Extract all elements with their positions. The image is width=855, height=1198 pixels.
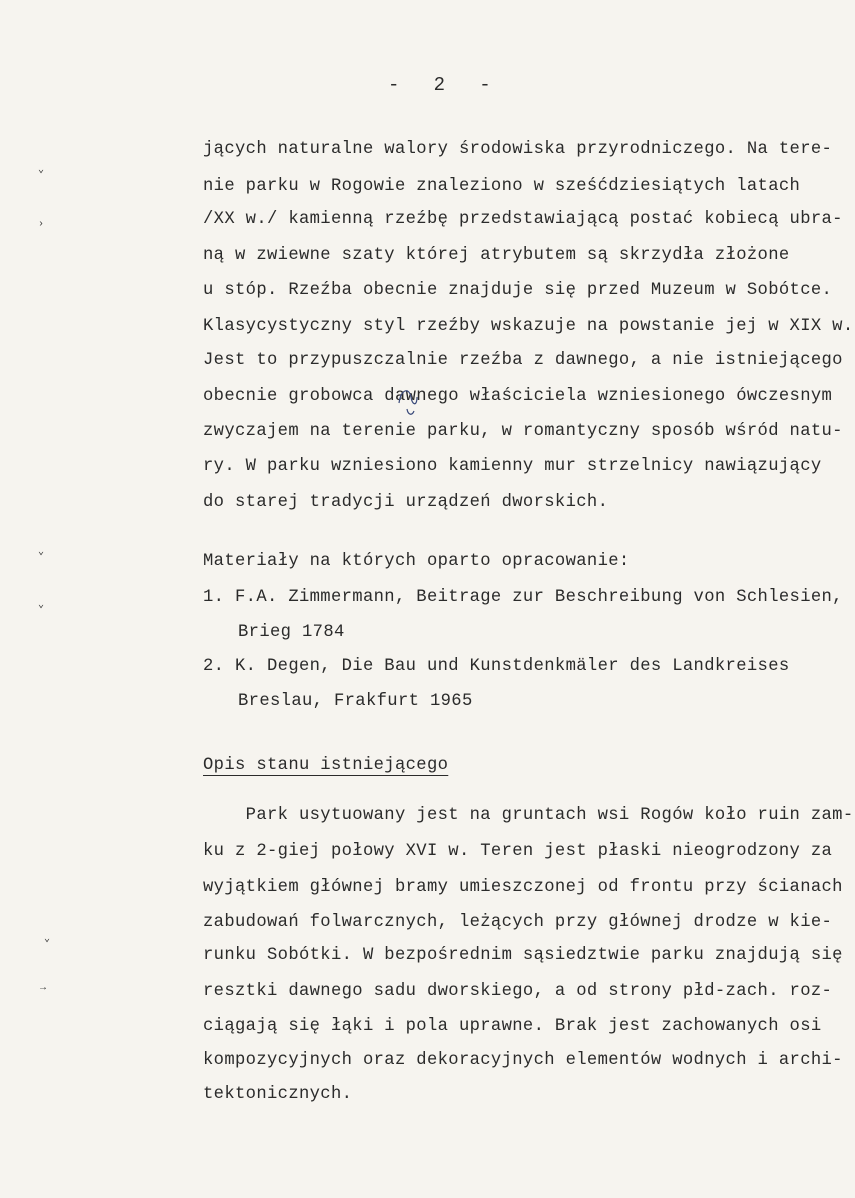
margin-mark: ⌄ xyxy=(38,165,45,176)
materials-title: Materiały na których oparto opracowanie: xyxy=(203,552,630,571)
section-heading: Opis stanu istniejącego xyxy=(203,756,449,775)
paragraph1-line: do starej tradycji urządzeń dworskich. xyxy=(203,493,609,512)
materials-item-1-line2: Brieg 1784 xyxy=(238,623,345,642)
paragraph1-line: Klasycystyczny styl rzeźby wskazuje na powstanie jej w XIX w. xyxy=(203,317,854,336)
margin-mark: ⌄ xyxy=(38,600,45,611)
paragraph1-line: /XX w./ kamienną rzeźbę przedstawiającą postać kobiecą ubra- xyxy=(203,210,843,229)
margin-mark: ⌄ xyxy=(44,934,51,945)
paragraph1-line: nie parku w Rogowie znaleziono w sześćdziesiątych latach xyxy=(203,177,801,196)
paragraph1-line: obecnie grobowca dawnego właściciela wzniesionego ówczesnym xyxy=(203,387,833,406)
paragraph2-line: wyjątkiem głównej bramy umieszczonej od frontu przy ścianach xyxy=(203,878,843,897)
paragraph1-line: Jest to przypuszczalnie rzeźba z dawnego, a nie istniejącego xyxy=(203,351,843,370)
paragraph2-line: zabudowań folwarcznych, leżących przy głównej drodze w kie- xyxy=(203,913,833,932)
paragraph1-line: jących naturalne walory środowiska przyrodniczego. Na tere- xyxy=(203,140,833,159)
paragraph2-line: runku Sobótki. W bezpośrednim sąsiedztwie parku znajdują się xyxy=(203,946,843,965)
paragraph2-line: kompozycyjnych oraz dekoracyjnych elementów wodnych i archi- xyxy=(203,1051,843,1070)
paragraph2-line: tektonicznych. xyxy=(203,1085,353,1104)
paragraph2-line: Park usytuowany jest na gruntach wsi Rogów koło ruin zam- xyxy=(203,806,854,825)
paragraph1-line: u stóp. Rzeźba obecnie znajduje się przed Muzeum w Sobótce. xyxy=(203,281,833,300)
handwritten-correction-mark xyxy=(395,383,421,419)
paragraph1-line: ry. W parku wzniesiono kamienny mur strzelnicy nawiązujący xyxy=(203,457,822,476)
margin-mark: › xyxy=(38,219,45,230)
paragraph1-line: zwyczajem na terenie parku, w romantyczny sposób wśród natu- xyxy=(203,422,843,441)
paragraph1-line: ną w zwiewne szaty której atrybutem są skrzydła złożone xyxy=(203,246,790,265)
margin-mark: → xyxy=(40,983,47,994)
materials-item-1-line1: 1. F.A. Zimmermann, Beitrage zur Beschreibung von Schlesien, xyxy=(203,588,843,607)
paragraph2-line: ciągają się łąki i pola uprawne. Brak jest zachowanych osi xyxy=(203,1017,822,1036)
page-number: - 2 - xyxy=(388,74,491,96)
paragraph2-line: ku z 2-giej połowy XVI w. Teren jest płaski nieogrodzony za xyxy=(203,842,833,861)
margin-mark: ⌄ xyxy=(38,547,45,558)
materials-item-2-line2: Breslau, Frakfurt 1965 xyxy=(238,692,473,711)
materials-item-2-line1: 2. K. Degen, Die Bau und Kunstdenkmäler des Landkreises xyxy=(203,657,790,676)
paragraph2-line: resztki dawnego sadu dworskiego, a od strony płd-zach. roz- xyxy=(203,982,833,1001)
